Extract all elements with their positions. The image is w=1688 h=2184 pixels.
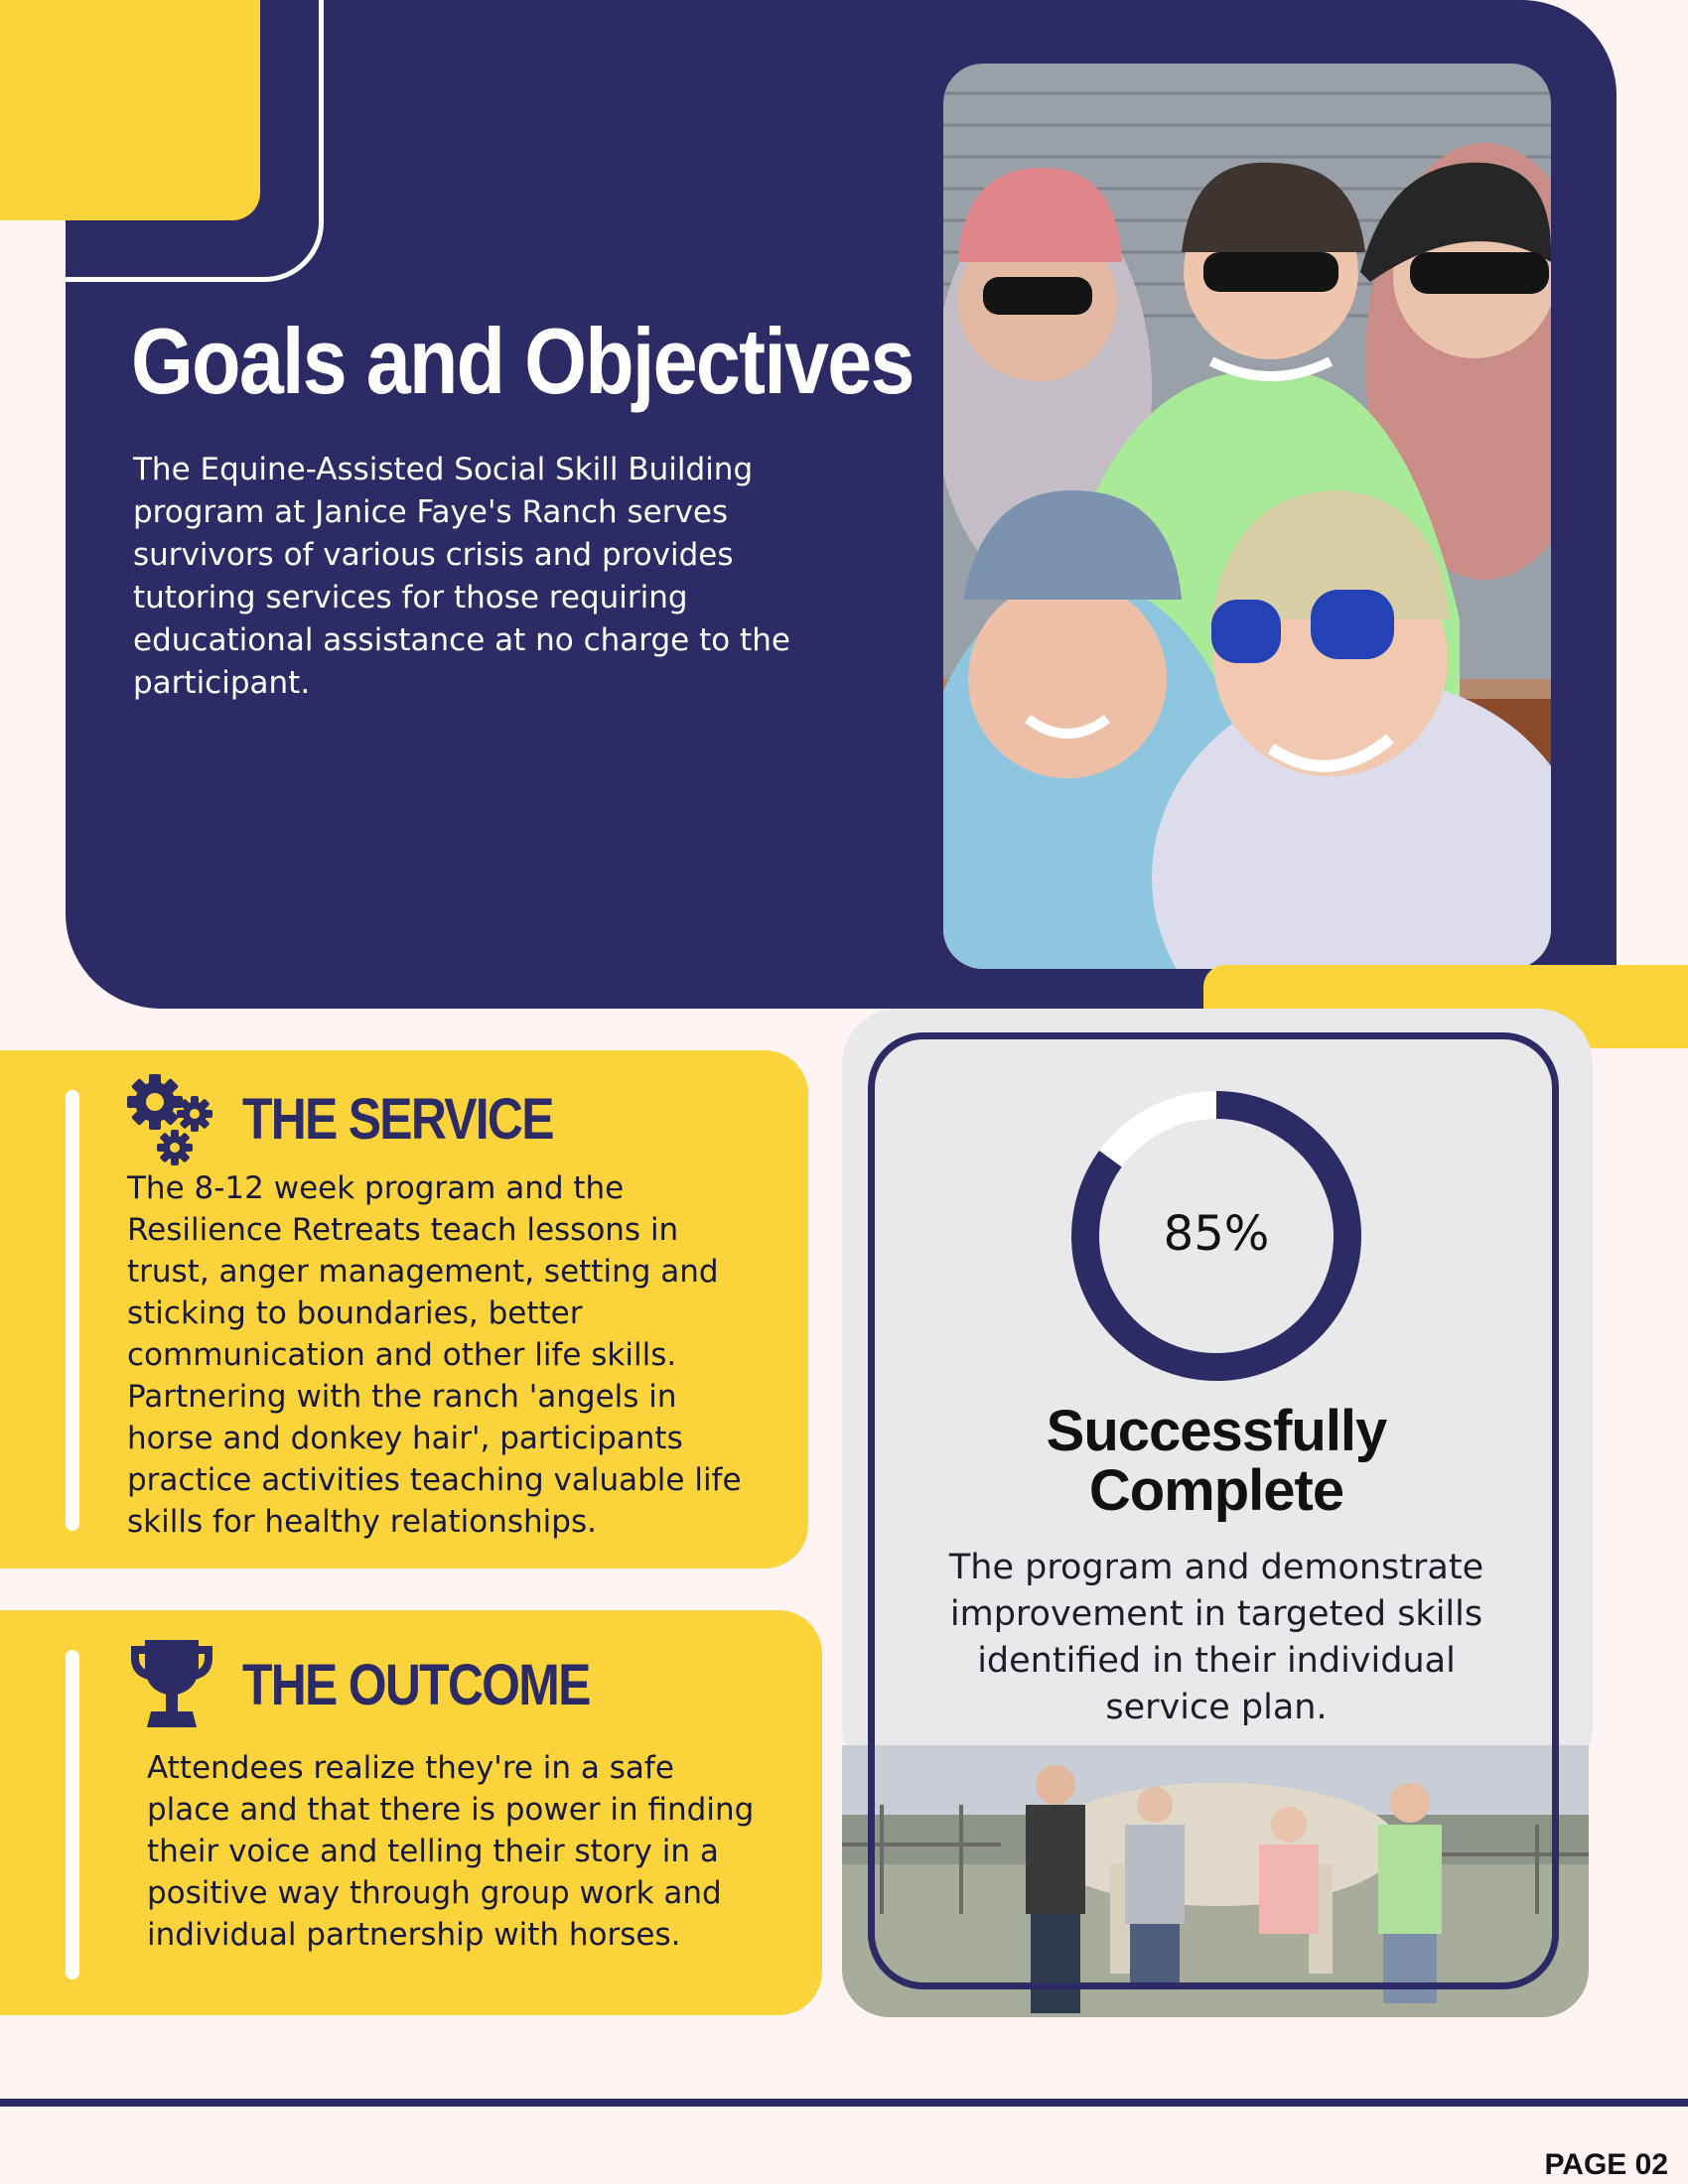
stat-description: The program and demonstrate improvement in targeted skills identified in their individual service plan. [948, 1548, 1484, 1727]
trophy-icon [127, 1636, 216, 1731]
intro-paragraph: The Equine-Assisted Social Skill Building program at Janice Faye's Ranch serves survivors of various crisis and provides tutoring services for those requiring educational assistance at no charge to the participant. [133, 452, 790, 701]
outcome-card-bar [66, 1650, 79, 1979]
service-title: THE SERVICE [242, 1087, 553, 1152]
page-number: PAGE 02 [1544, 2148, 1668, 2181]
outcome-description: Attendees realize they're in a safe place and that there is power in finding their voice and telling their story in a positive way through group work and individual partnership with horses. [147, 1750, 755, 1953]
outcome-title: THE OUTCOME [242, 1653, 590, 1717]
page-title: Goals and Objectives [131, 309, 914, 413]
corner-outline [66, 0, 324, 282]
service-card-bar [66, 1090, 79, 1531]
group-selfie-photo [943, 64, 1551, 969]
completion-percentage: 85% [1163, 1206, 1270, 1262]
service-description: The 8-12 week program and the Resilience Retreats teach lessons in trust, anger management, setting and sticking to boundaries, better communication and other life skills. Partnering with the ranch 'angels in horse and donkey hair', participants practice activities teaching valuable life skills for healthy relationships. [127, 1170, 742, 1540]
footer-rule [0, 2099, 1688, 2107]
gears-icon [123, 1072, 218, 1167]
stat-heading: Successfully Complete [1046, 1399, 1387, 1523]
